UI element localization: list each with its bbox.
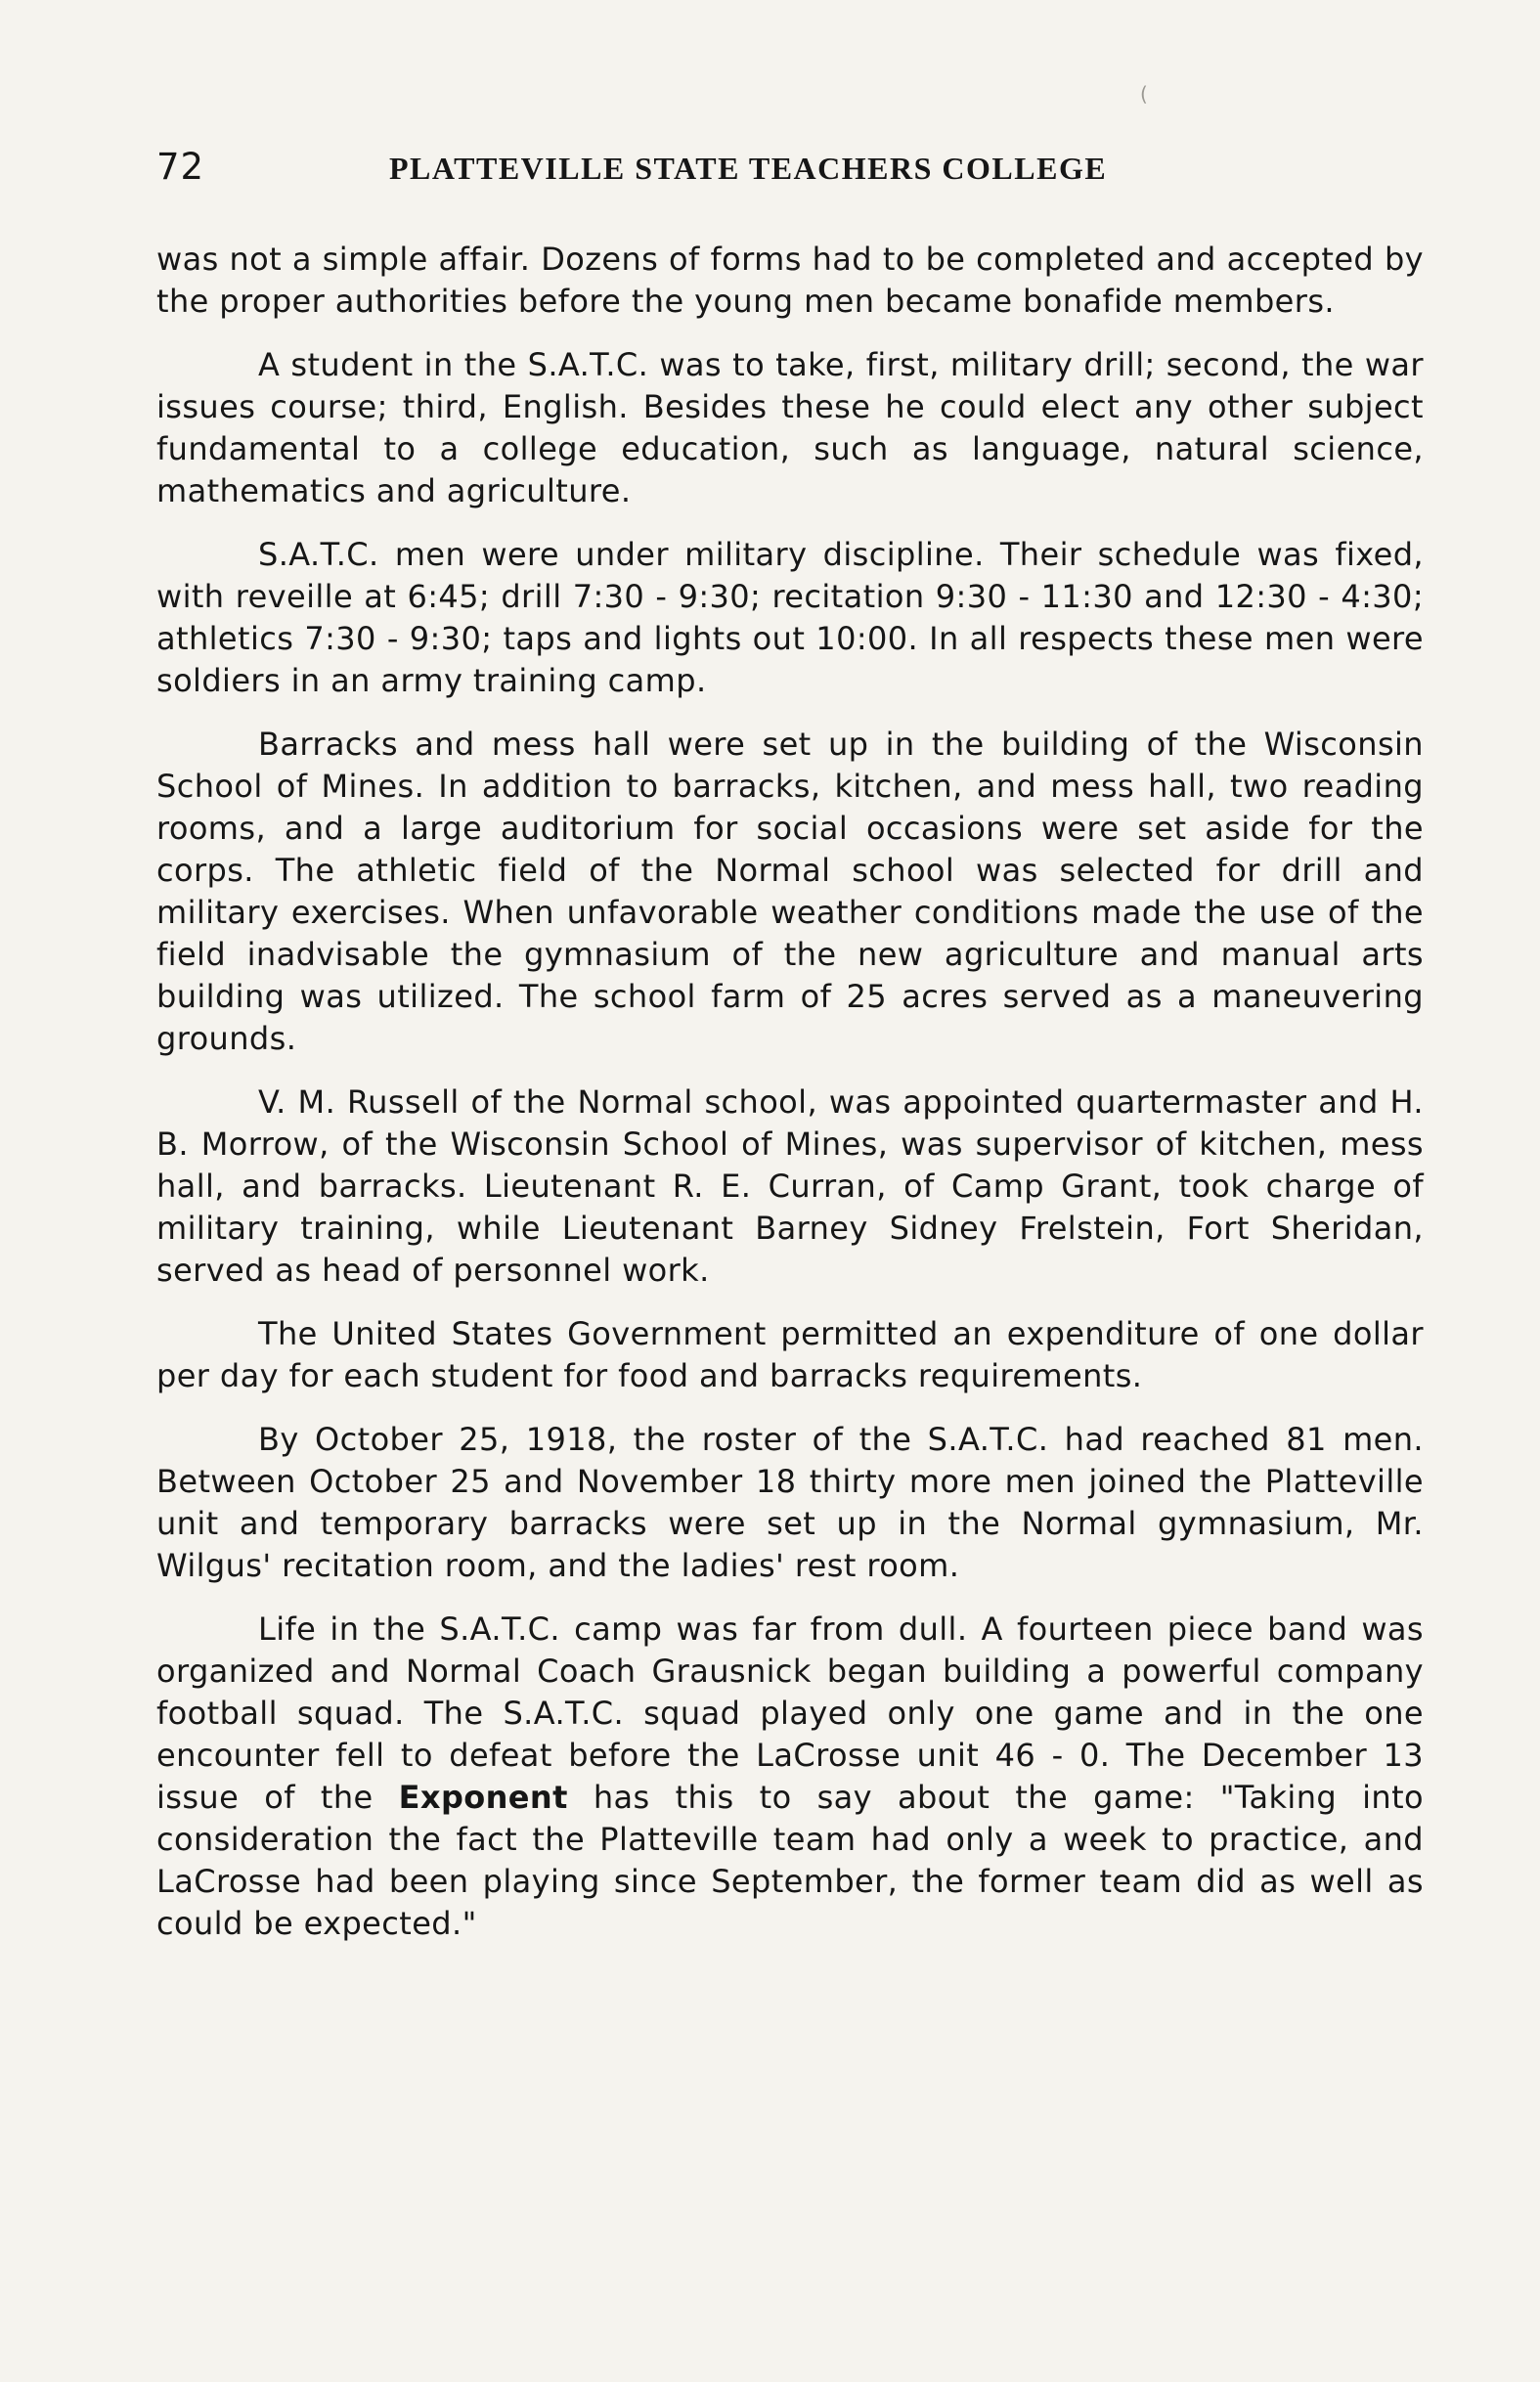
margin-mark: ( bbox=[1140, 82, 1148, 106]
paragraph-schedule: S.A.T.C. men were under military discipline. Their schedule was fixed, with reveille at 6:45; drill 7:30 - 9:30; recitation 9:30 - 11:30 and 12:30 - 4:30; athletics 7:30 - 9:30; taps and lights out 10:00. In all respects these men were soldiers in an army training camp. bbox=[156, 536, 1424, 699]
body-text bbox=[156, 239, 1424, 1966]
paragraph-barracks: Barracks and mess hall were set up in the building of the Wisconsin School of Mines. In addition to barracks, kitchen, and mess hall, two reading rooms, and a large auditorium for social occasions were set aside for the corps. The athletic field of the Normal school was selected for drill and military exercises. When unfavorable weather conditions made the use of the field inadvisable the gymnasium of the new agriculture and manual arts building was utilized. The school farm of 25 acres served as a maneuvering grounds. bbox=[156, 726, 1424, 1057]
camp-life-text-start: Life in the S.A.T.C. camp was far from dull. A fourteen piece band was organized and Normal Coach Grausnick began building a powerful company football squad. The S.A.T.C. squad played only one game and in the one encounter fell to defeat before the LaCrosse unit 46 - 0. The December 13 issue of the bbox=[156, 1610, 1424, 1816]
paragraph-roster: By October 25, 1918, the roster of the S.A.T.C. had reached 81 men. Between October 25 and November 18 thirty more men joined the Platteville unit and temporary barracks were set up in the Normal gymnasium, Mr. Wilgus' recitation room, and the ladies' rest room. bbox=[156, 1421, 1424, 1584]
paragraph-camp-life bbox=[156, 1609, 1424, 1945]
page-number: 72 bbox=[156, 146, 205, 188]
paragraph-continuation: was not a simple affair. Dozens of forms had to be completed and accepted by the proper authorities before the young men became bonafide members. bbox=[156, 241, 1424, 320]
paragraph-staff: V. M. Russell of the Normal school, was appointed quartermaster and H. B. Morrow, of the Wisconsin School of Mines, was supervisor of kitchen, mess hall, and barracks. Lieutenant R. E. Curran, of Camp Grant, took charge of military training, while Lieutenant Barney Sidney Frelstein, Fort Sheridan, served as head of personnel work. bbox=[156, 1083, 1424, 1289]
paragraph-satc-curriculum: A student in the S.A.T.C. was to take, first, military drill; second, the war issues course; third, English. Besides these he could elect any other subject fundamental to a college education, such as language, natural science, mathematics and agriculture. bbox=[156, 346, 1424, 509]
page-header bbox=[156, 143, 1428, 192]
camp-life-text-end: has this to say about the game: "Taking into consideration the fact the Platteville team had only a week to practice, and LaCrosse had been playing since September, the former team did as well as could be expected." bbox=[156, 1779, 1425, 1942]
paragraph-expenditure: The United States Government permitted an expenditure of one dollar per day for each student for food and barracks requirements. bbox=[156, 1315, 1424, 1394]
exponent-title: Exponent bbox=[398, 1779, 568, 1816]
running-title: PLATTEVILLE STATE TEACHERS COLLEGE bbox=[389, 151, 1108, 186]
